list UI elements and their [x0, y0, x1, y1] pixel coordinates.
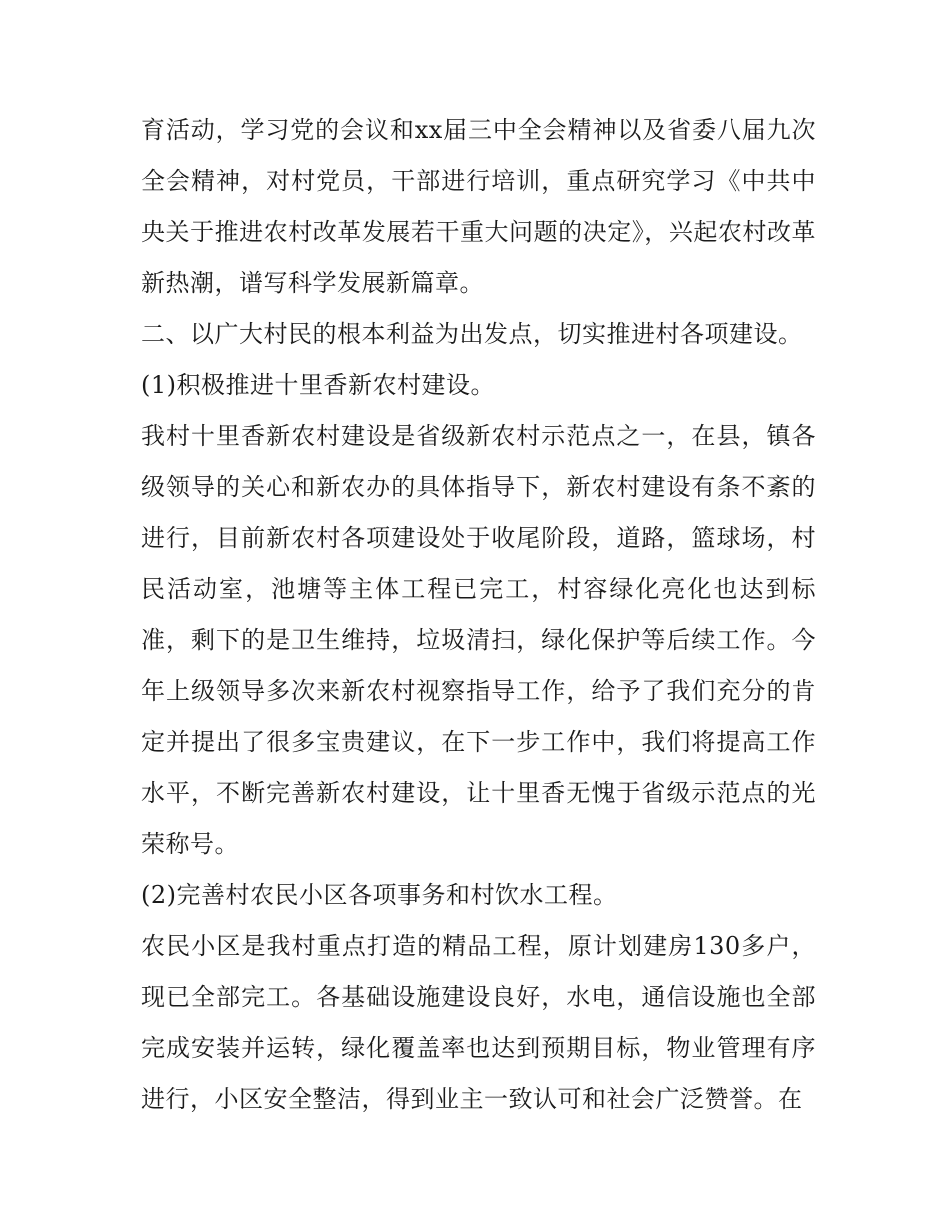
document-body — [141, 105, 816, 1125]
subheading-one: (1)积极推进十里香新农村建设。 — [141, 371, 495, 399]
section-heading-two: 二、以广大村民的根本利益为出发点，切实推进村各项建设。 — [141, 320, 803, 348]
subheading-two: (2)完善村农民小区各项事务和村饮水工程。 — [141, 881, 618, 909]
paragraph-party-study: 育活动，学习党的会议和xx届三中全会精神以及省委八届九次全会精神，对村党员，干部进行培训，重点研究学习《中共中央关于推进农村改革发展若干重大问题的决定》，兴起农村改革新热潮，谱写科学发展新篇章。 — [141, 116, 816, 297]
paragraph-new-village: 我村十里香新农村建设是省级新农村示范点之一，在县，镇各级领导的关心和新农办的具体指导下，新农村建设有条不紊的进行，目前新农村各项建设处于收尾阶段，道路，篮球场，村民活动室，池塘等主体工程已完工，村容绿化亮化也达到标准，剩下的是卫生维持，垃圾清扫，绿化保护等后续工作。今年上级领导多次来新农村视察指导工作，给予了我们充分的肯定并提出了很多宝贵建议，在下一步工作中，我们将提高工作水平，不断完善新农村建设，让十里香无愧于省级示范点的光荣称号。 — [141, 422, 816, 858]
paragraph-farmer-community: 农民小区是我村重点打造的精品工程，原计划建房130多户，现已全部完工。各基础设施建设良好，水电，通信设施也全部完成安装并运转，绿化覆盖率也达到预期目标，物业管理有序进行，小区安全整洁，得到业主一致认可和社会广泛赞誉。在 — [141, 932, 816, 1113]
